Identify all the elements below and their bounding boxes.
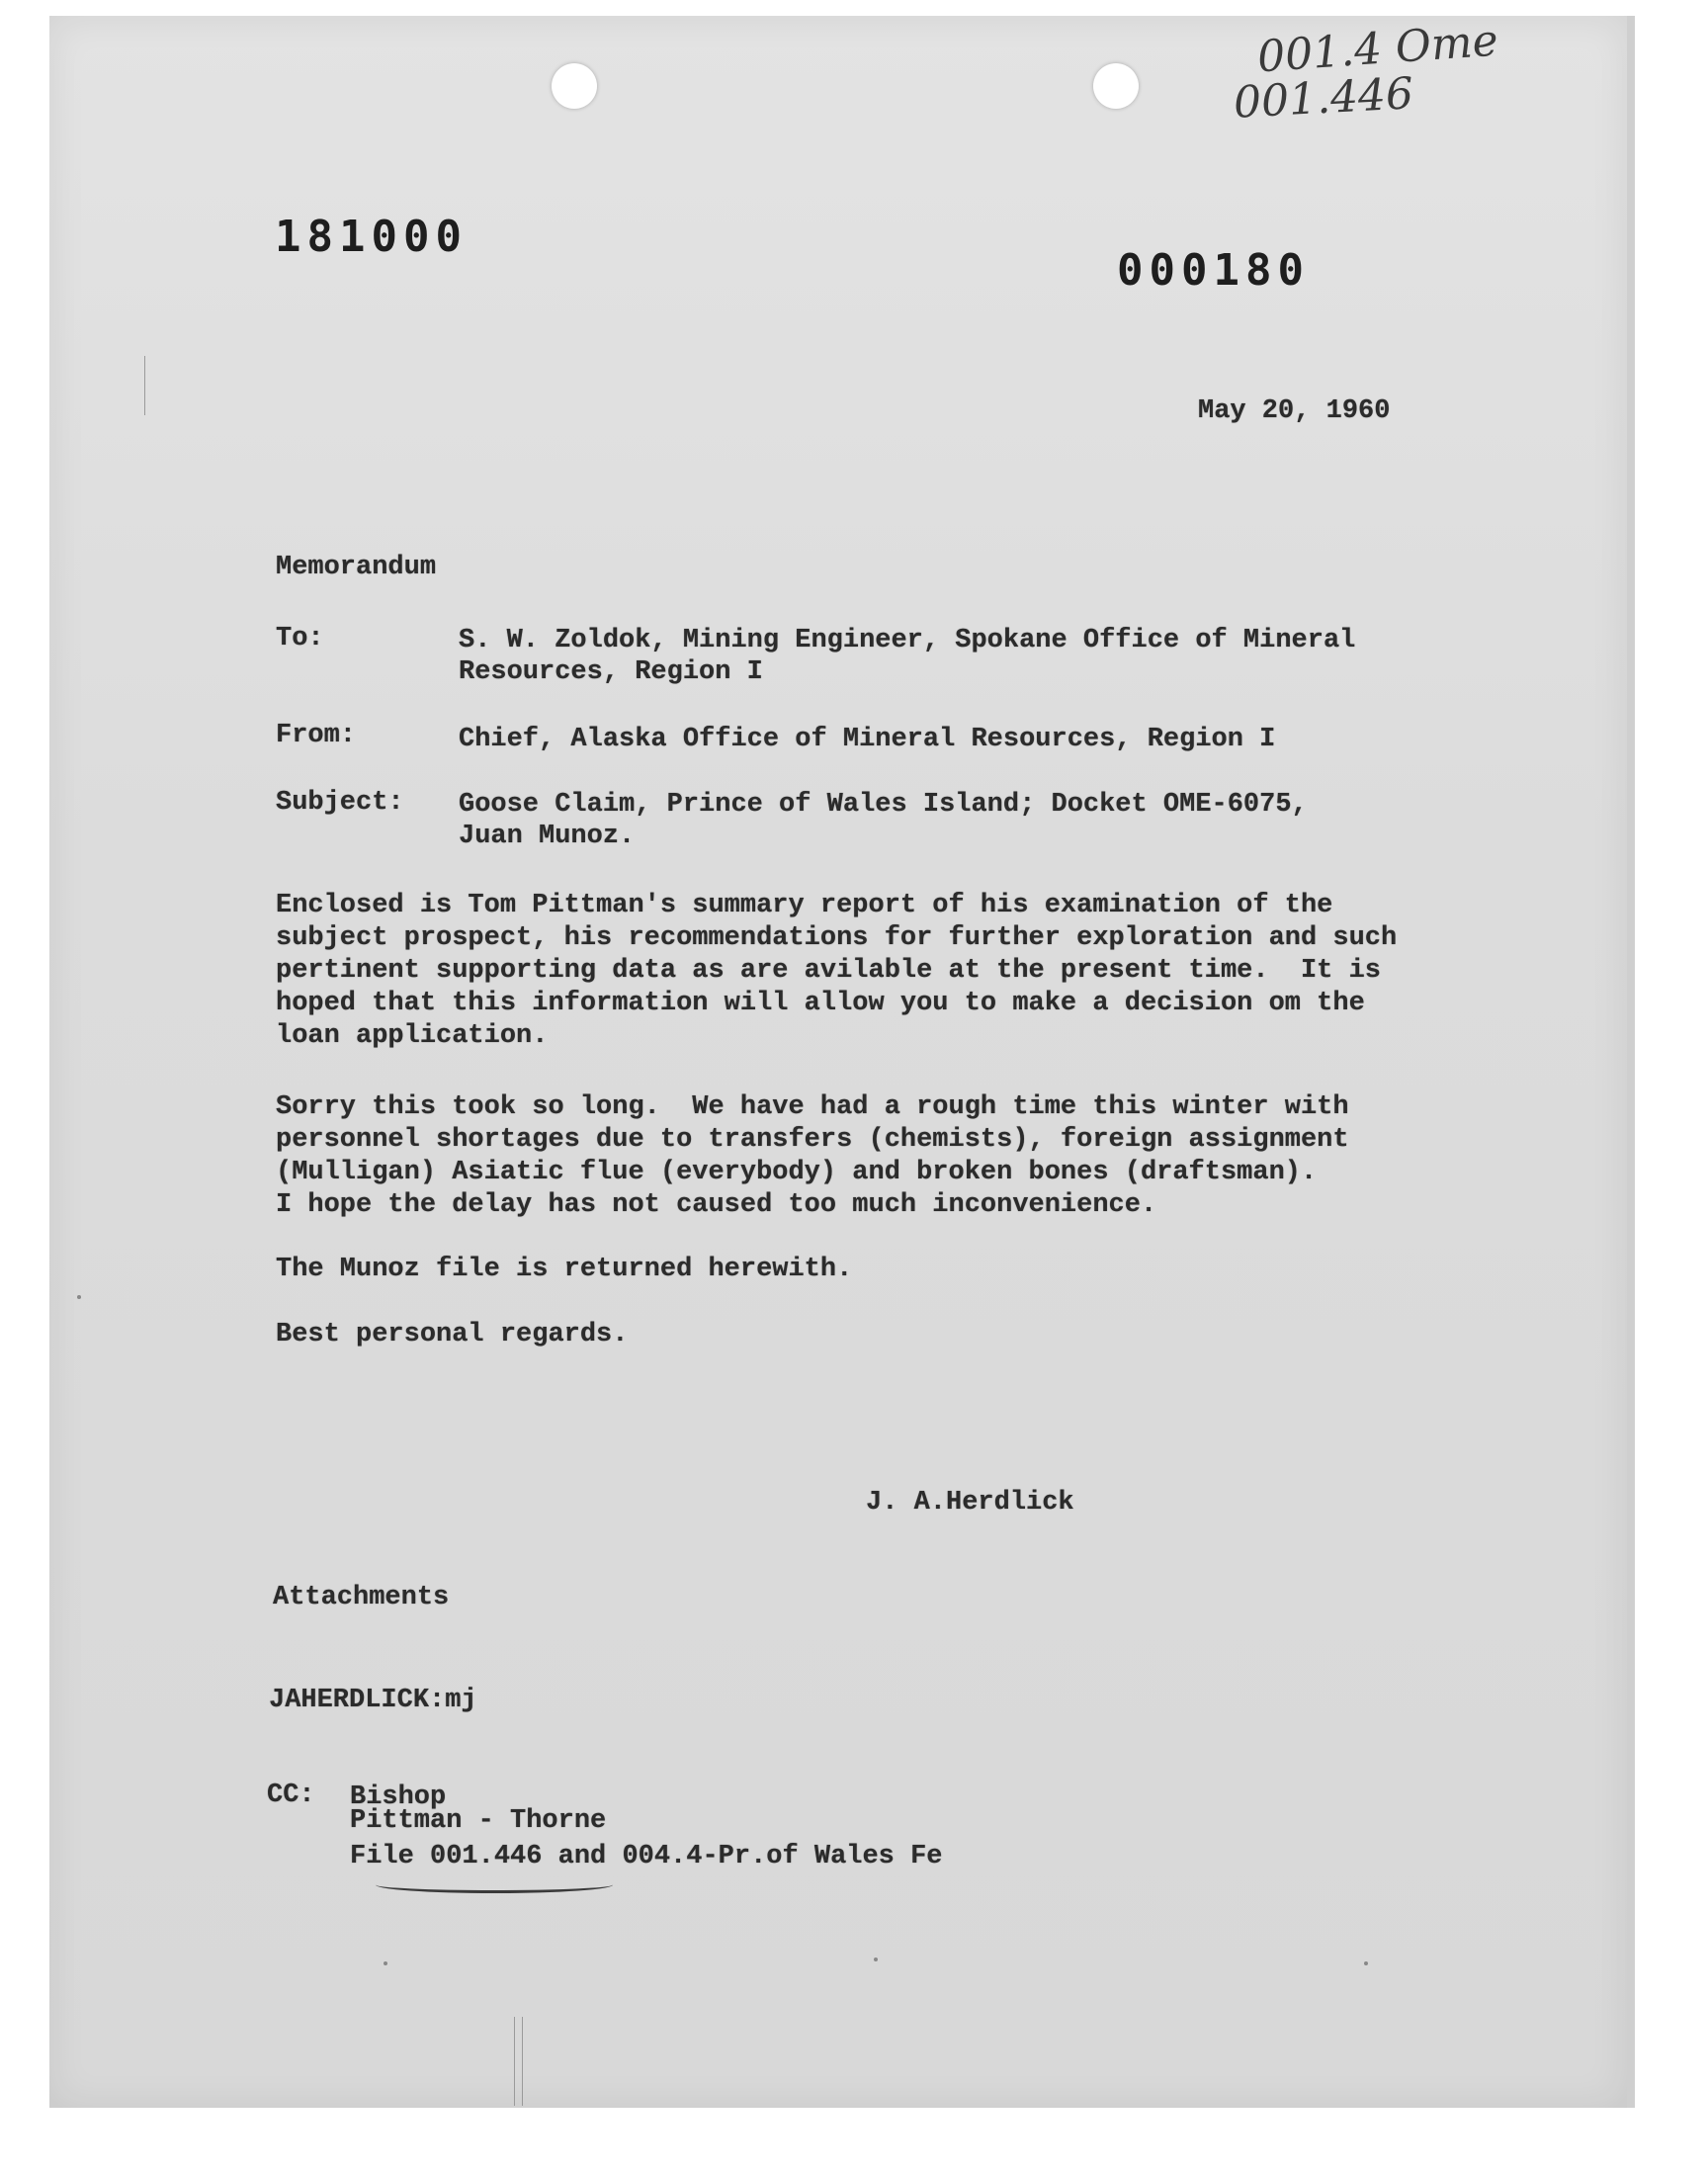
body-line: hoped that this information will allow you to make a decision om the <box>276 989 1365 1018</box>
speck <box>1364 1961 1368 1965</box>
body-line: personnel shortages due to transfers (chemists), foreign assignment <box>276 1125 1349 1155</box>
handwritten-underline <box>376 1876 613 1893</box>
speck <box>77 1295 81 1299</box>
stamp-number-right: 000180 <box>1117 245 1310 296</box>
body-line: subject prospect, his recommendations for further exploration and such <box>276 923 1398 953</box>
subject-label: Subject: <box>276 788 404 818</box>
handwritten-file-number-2: 001.446 <box>1232 68 1415 129</box>
from-label: From: <box>276 721 357 750</box>
signature: J. A.Herdlick <box>866 1488 1074 1518</box>
body-paragraph-3: The Munoz file is returned herewith. <box>276 1255 853 1284</box>
cc-file-reference: File 001.446 and 004.4-Pr.of Wales Fe <box>350 1842 943 1871</box>
cc-recipient: Pittman - Thorne <box>350 1806 607 1836</box>
scan-line-bottom-1 <box>514 2017 515 2106</box>
attachments-label: Attachments <box>273 1583 450 1612</box>
speck <box>384 1961 387 1965</box>
subject-line-1: Goose Claim, Prince of Wales Island; Docket OME-6075, <box>459 790 1308 820</box>
body-line: (Mulligan) Asiatic flue (everybody) and broken bones (draftsman). <box>276 1158 1318 1187</box>
speck <box>874 1958 878 1961</box>
closing: Best personal regards. <box>276 1320 629 1349</box>
page-edge <box>1627 16 1635 2108</box>
cc-label: CC: <box>267 1781 315 1810</box>
stamp-number-left: 181000 <box>275 212 468 262</box>
to-line-1: S. W. Zoldok, Mining Engineer, Spokane Office of Mineral <box>459 626 1356 655</box>
scan-line-left <box>144 356 145 415</box>
handwritten-file-number-1: 001.4 Ome <box>1255 15 1500 83</box>
memo-date: May 20, 1960 <box>1198 396 1391 426</box>
memo-heading: Memorandum <box>276 553 437 582</box>
body-paragraph-1 <box>276 890 1452 1053</box>
to-line-2: Resources, Region I <box>459 657 763 687</box>
cc-recipient: Bishop <box>350 1783 447 1812</box>
punch-hole-left <box>552 63 597 109</box>
scan-line-bottom-2 <box>522 2017 523 2106</box>
to-label: To: <box>276 624 324 653</box>
body-line: Enclosed is Tom Pittman's summary report of his examination of the <box>276 891 1333 920</box>
body-line: loan application. <box>276 1021 549 1051</box>
from-value: Chief, Alaska Office of Mineral Resources, Region I <box>459 725 1276 754</box>
body-paragraph-2 <box>276 1091 1452 1222</box>
typist-initials: JAHERDLICK:mj <box>269 1686 477 1715</box>
body-line: Sorry this took so long. We have had a rough time this winter with <box>276 1092 1349 1122</box>
body-line: I hope the delay has not caused too much inconvenience. <box>276 1190 1157 1220</box>
body-line: pertinent supporting data as are avilable at the present time. It is <box>276 956 1381 986</box>
punch-hole-right <box>1093 63 1139 109</box>
subject-line-2: Juan Munoz. <box>459 822 636 851</box>
